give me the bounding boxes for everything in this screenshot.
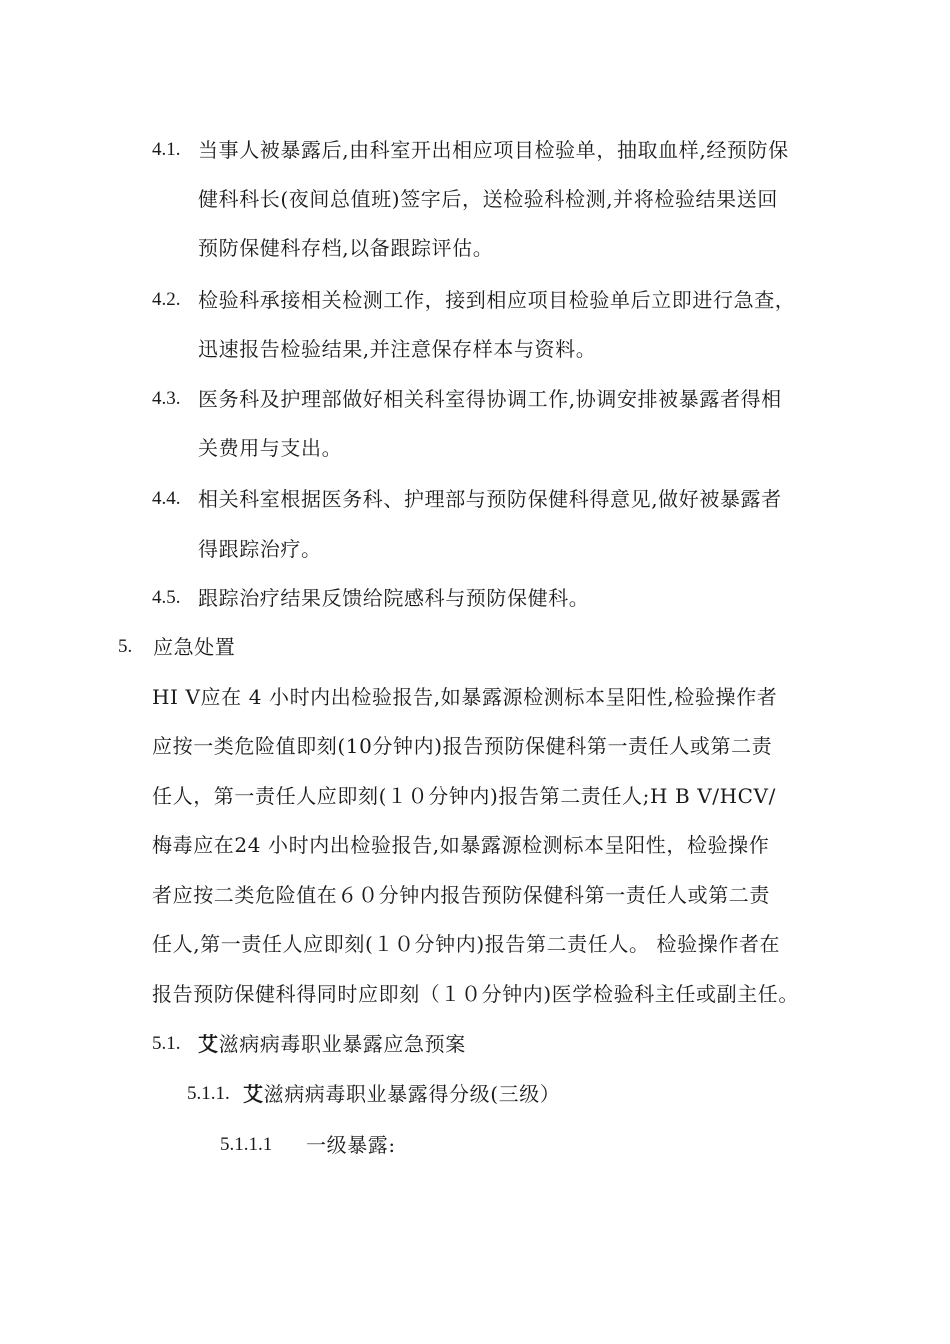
paragraph-line: 任人,第一责任人应即刻(１０分钟内)报告第二责任人。 检验操作者在 bbox=[152, 932, 781, 956]
subsubsection-title-lead: 艾 bbox=[243, 1082, 264, 1106]
item-number: 4.3. bbox=[152, 388, 181, 409]
item-line: 关费用与支出。 bbox=[198, 436, 343, 460]
item-line: 当事人被暴露后,由科室开出相应项目检验单，抽取血样,经预防保 bbox=[198, 138, 789, 162]
paragraph-line: 梅毒应在24 小时内出检验报告,如暴露源检测标本呈阳性，检验操作 bbox=[152, 833, 770, 857]
item-number: 4.1. bbox=[152, 139, 181, 160]
paragraph-line: 报告预防保健科得同时应即刻（１０分钟内)医学检验科主任或副主任。 bbox=[152, 982, 800, 1006]
item-number: 4.5. bbox=[152, 587, 181, 608]
subsection-number: 5.1. bbox=[152, 1033, 181, 1054]
item-line: 相关科室根据医务科、护理部与预防保健科得意见,做好被暴露者 bbox=[198, 487, 782, 511]
item-line: 预防保健科存档,以备跟踪评估。 bbox=[198, 236, 494, 260]
paragraph-line: 任人，第一责任人应即刻(１０分钟内)报告第二责任人;H B V/HCV/ bbox=[152, 784, 776, 808]
item-line: 医务科及护理部做好相关科室得协调工作,协调安排被暴露者得相 bbox=[198, 387, 782, 411]
subsubsection-title bbox=[243, 1079, 560, 1109]
level4-number: 5.1.1.1 bbox=[220, 1134, 273, 1155]
subsubsection-title-rest: 滋病病毒职业暴露得分级(三级） bbox=[263, 1082, 561, 1106]
subsection-title bbox=[198, 1029, 466, 1059]
section-title: 应急处置 bbox=[153, 635, 236, 659]
item-line: 检验科承接相关检测工作，接到相应项目检验单后立即进行急查， bbox=[198, 288, 796, 312]
paragraph-line: 者应按二类危险值在６０分钟内报告预防保健科第一责任人或第二责 bbox=[152, 883, 770, 907]
item-number: 4.4. bbox=[152, 488, 181, 509]
subsection-title-rest: 滋病病毒职业暴露应急预案 bbox=[218, 1032, 466, 1056]
subsubsection-number: 5.1.1. bbox=[187, 1083, 230, 1104]
item-line: 跟踪治疗结果反馈给院感科与预防保健科。 bbox=[198, 586, 590, 610]
item-line: 迅速报告检验结果,并注意保存样本与资料。 bbox=[198, 337, 597, 361]
paragraph-line: 应按一类危险值即刻(10分钟内)报告预防保健科第一责任人或第二责 bbox=[152, 734, 773, 758]
item-line: 健科科长(夜间总值班)签字后，送检验科检测,并将检验结果送回 bbox=[198, 187, 778, 211]
item-number: 4.2. bbox=[152, 289, 181, 310]
item-line: 得跟踪治疗。 bbox=[198, 537, 322, 561]
section-number: 5. bbox=[118, 636, 133, 657]
level4-title: 一级暴露: bbox=[306, 1133, 396, 1157]
paragraph-line: HI V应在 4 小时内出检验报告,如暴露源检测标本呈阳性,检验操作者 bbox=[152, 685, 778, 709]
subsection-title-lead: 艾 bbox=[198, 1032, 219, 1056]
